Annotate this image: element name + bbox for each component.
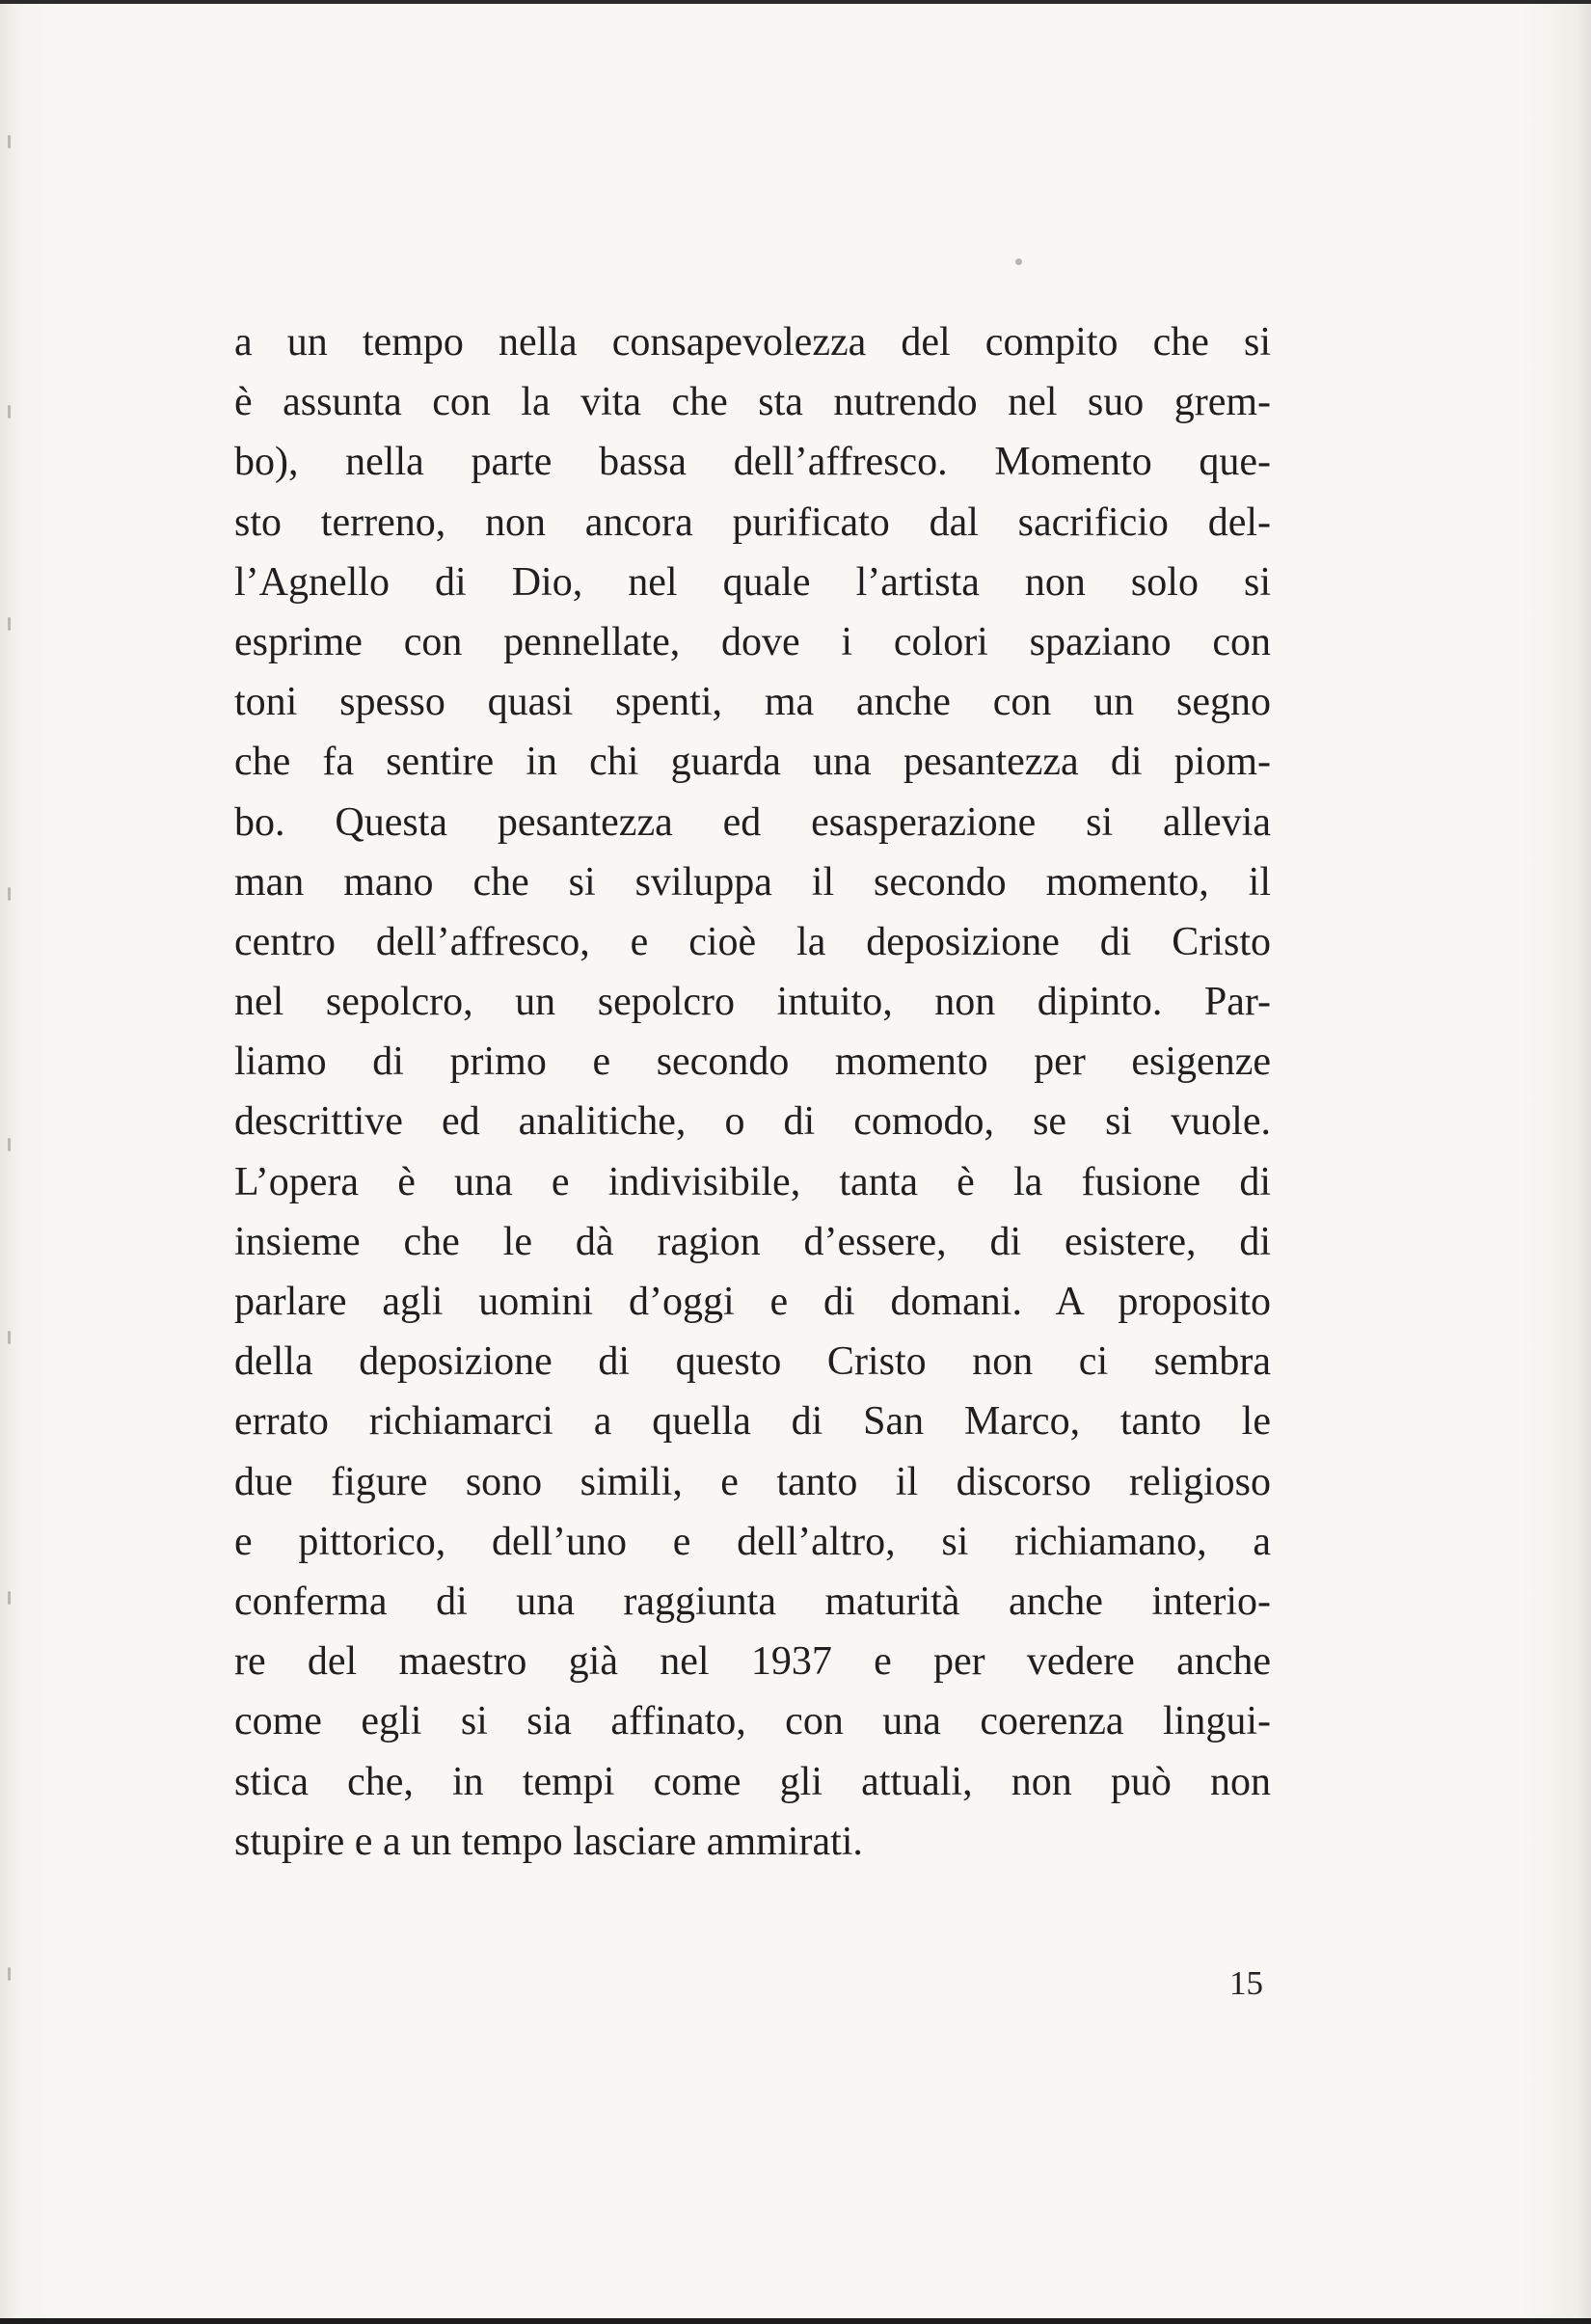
page-number: 15: [1229, 1964, 1263, 2002]
text-line: parlare agli uomini d’oggi e di domani. A proposito: [234, 1280, 1271, 1324]
text-line: l’Agnello di Dio, nel quale l’artista non solo si: [234, 559, 1271, 605]
text-line: e pittorico, dell’uno e dell’altro, si richiamano, a: [234, 1519, 1271, 1564]
text-line: sto terreno, non ancora purificato dal sacrificio del-: [234, 500, 1271, 545]
text-line: esprime con pennellate, dove i colori spaziano con: [234, 619, 1271, 664]
text-line: bo. Questa pesantezza ed esasperazione si allevia: [234, 799, 1271, 845]
text-line: che fa sentire in chi guarda una pesantezza di piom-: [234, 740, 1271, 785]
text-line: come egli si sia affinato, con una coerenza lingui-: [234, 1699, 1271, 1744]
text-line: stupire e a un tempo lasciare ammirati.: [234, 1819, 863, 1864]
text-line: della deposizione di questo Cristo non ci sembra: [234, 1339, 1271, 1385]
scan-top-edge: [0, 0, 1591, 4]
text-line: stica che, in tempi come gli attuali, non può non: [234, 1759, 1271, 1804]
text-line: errato richiamarci a quella di San Marco, tanto le: [234, 1399, 1271, 1445]
text-line: due figure sono simili, e tanto il discorso religioso: [234, 1459, 1271, 1504]
body-text: [234, 312, 1271, 1872]
text-line: insieme che le dà ragion d’essere, di esistere, di: [234, 1219, 1271, 1264]
binding-mark: [8, 135, 11, 149]
binding-mark: [8, 1591, 11, 1605]
text-line: nel sepolcro, un sepolcro intuito, non dipinto. Par-: [234, 980, 1271, 1025]
text-line: a un tempo nella consapevolezza del compito che si: [234, 320, 1271, 365]
text-line: man mano che si sviluppa il secondo momento, il: [234, 859, 1271, 905]
text-line: toni spesso quasi spenti, ma anche con un segno: [234, 680, 1271, 725]
binding-mark: [8, 617, 11, 631]
binding-shadow: [8, 116, 13, 2044]
binding-mark: [8, 405, 11, 419]
text-line: bo), nella parte bassa dell’affresco. Momento que-: [234, 440, 1271, 485]
binding-mark: [8, 1331, 11, 1344]
binding-mark: [8, 887, 11, 901]
paper-speck: [1015, 258, 1022, 265]
binding-mark: [8, 1138, 11, 1151]
text-line: è assunta con la vita che sta nutrendo nel suo grem-: [234, 380, 1271, 425]
text-line: centro dell’affresco, e cioè la deposizione di Cristo: [234, 919, 1271, 964]
text-line: re del maestro già nel 1937 e per vedere anche: [234, 1639, 1271, 1685]
text-line: conferma di una raggiunta maturità anche interio-: [234, 1579, 1271, 1624]
text-line: liamo di primo e secondo momento per esigenze: [234, 1040, 1271, 1085]
binding-mark: [8, 1967, 11, 1981]
text-line: L’opera è una e indivisibile, tanta è la fusione di: [234, 1159, 1271, 1204]
scan-bottom-edge: [0, 2318, 1591, 2324]
text-line: descrittive ed analitiche, o di comodo, se si vuole.: [234, 1099, 1271, 1145]
